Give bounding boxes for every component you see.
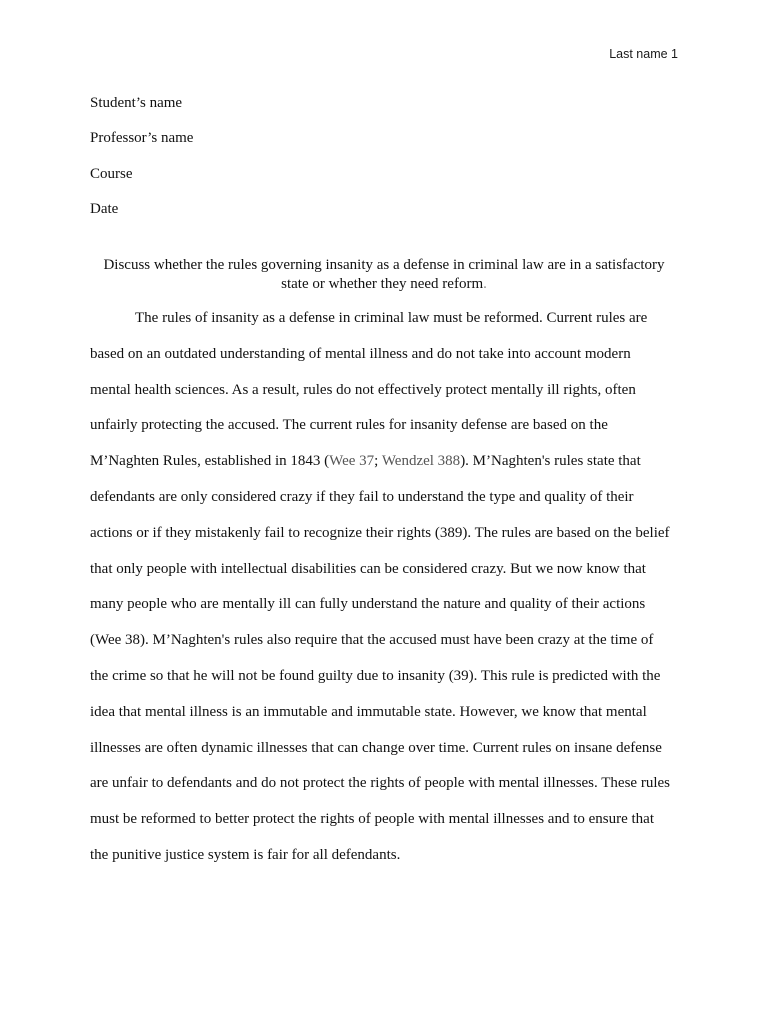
paragraph-line: actions or if they mistakenly fail to recognize their rights (389). The rules are based on the belief	[90, 524, 670, 541]
paragraph-line: idea that mental illness is an immutable and immutable state. However, we know that mental	[90, 703, 647, 720]
essay-title-line	[90, 275, 678, 294]
paragraph-line	[90, 444, 678, 480]
paragraph-line: the crime so that he will not be found guilty due to insanity (39). This rule is predicted with the	[90, 667, 661, 684]
paragraph-line: illnesses are often dynamic illnesses that can change over time. Current rules on insane defense	[90, 739, 662, 756]
paragraph-line: the punitive justice system is fair for all defendants.	[90, 846, 401, 863]
paragraph-line: that only people with intellectual disabilities can be considered crazy. But we now know that	[90, 560, 646, 577]
paragraph-line: many people who are mentally ill can fully understand the nature and quality of their actions	[90, 596, 646, 613]
running-head: Last name 1	[609, 47, 678, 61]
paragraph-line: based on an outdated understanding of mental illness and do not take into account modern	[90, 345, 631, 362]
paragraph-line: (Wee 38). M’Naghten's rules also require that the accused must have been crazy at the time of	[90, 632, 654, 649]
paragraph-line	[90, 301, 678, 337]
date: Date	[90, 201, 119, 217]
student-name: Student’s name	[90, 95, 183, 111]
citation-wee: Wee 37	[329, 453, 375, 470]
paragraph-line-text: The rules of insanity as a defense in criminal law must be reformed. Current rules are	[135, 310, 648, 326]
citation-separator: ;	[374, 453, 382, 470]
citation-wendzel: Wendzel 388	[381, 453, 461, 470]
paragraph-line: defendants are only considered crazy if they fail to understand the type and quality of their	[90, 488, 634, 505]
paragraph-line: must be reformed to better protect the rights of people with mental illnesses and to ensure that	[90, 811, 655, 828]
paragraph-line: unfairly protecting the accused. The current rules for insanity defense are based on the	[90, 417, 608, 434]
essay-title-text: state or whether they need reform	[281, 276, 484, 292]
essay-title-period: .	[483, 276, 487, 292]
essay-title	[90, 256, 678, 294]
body-paragraph	[90, 301, 678, 874]
paragraph-line-text: ). M’Naghten's rules state that	[460, 453, 641, 470]
paragraph-line: mental health sciences. As a result, rules do not effectively protect mentally ill rights, often	[90, 381, 636, 398]
paragraph-line-text: M’Naghten Rules, established in 1843 (	[90, 453, 330, 470]
paragraph-line: are unfair to defendants and do not protect the rights of people with mental illnesses. These rules	[90, 775, 670, 792]
course: Course	[90, 166, 133, 182]
essay-title-line: Discuss whether the rules governing insanity as a defense in criminal law are in a satisfactory	[103, 257, 665, 273]
professor-name: Professor’s name	[90, 130, 194, 146]
